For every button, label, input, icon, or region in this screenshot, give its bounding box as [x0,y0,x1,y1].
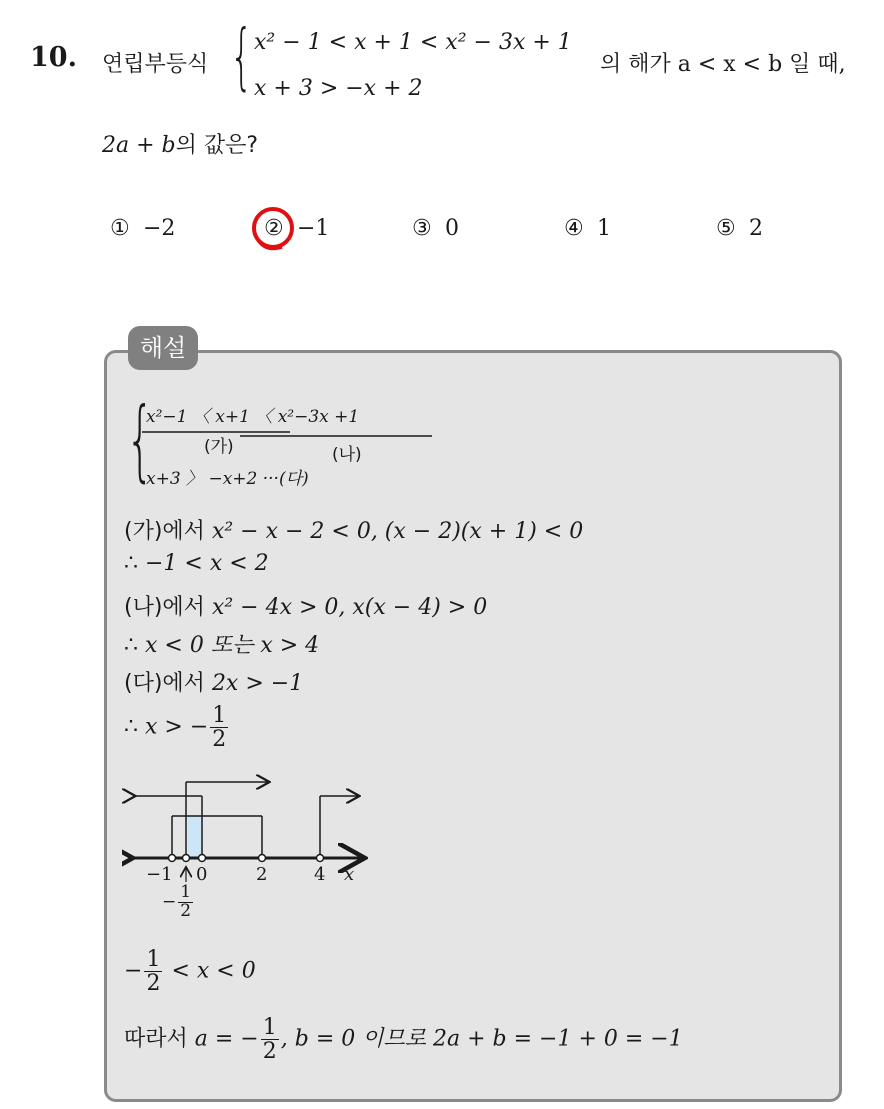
choice-3[interactable] [412,216,459,241]
step-3-expr: x² − 4x > 0, x(x − 4) > 0 [211,595,488,620]
result-denominator: 2 [146,971,161,997]
final-prefix: 따라서 [124,1026,188,1052]
solution-system-row-1: x²−1 〈 x+1 〈 x²−3x +1 [146,407,360,427]
system-brace: { [230,14,253,98]
step-6-expr: x > − [145,714,209,740]
choice-4-value: 1 [597,216,611,241]
final-a-expr: a = − [194,1026,259,1052]
step-4-expr: x < 0 또는 x > 4 [145,633,320,658]
step-2-label: ∴ [124,551,138,576]
solution-highlight [188,816,202,858]
choice-5-mark: ⑤ [716,216,736,241]
choice-2-mark: ② [264,216,284,241]
answer-circle-icon [246,200,302,256]
tick-half-numerator: 1 [180,882,192,902]
question-ask: 의 값은? [175,133,259,158]
choice-1-mark: ① [110,216,130,241]
final-rest: , b = 0 이므로 2a + b = −1 + 0 = −1 [280,1026,683,1052]
step-4-label: ∴ [124,633,138,658]
step-1-expr: x² − x − 2 < 0, (x − 2)(x + 1) < 0 [211,519,584,544]
number-line-diagram [122,770,382,930]
final-numerator: 1 [262,1015,277,1040]
tick-label-4: 4 [314,864,326,885]
question-line-2 [102,128,258,159]
question-suffix: 의 해가 a < x < b 일 때, [600,52,846,77]
step-2 [124,551,269,576]
step-5-expr: 2x > −1 [211,671,304,696]
tick-label-2: 2 [256,864,268,885]
choice-4-mark: ④ [564,216,584,241]
result-numerator: 1 [146,947,161,972]
solution-label-a: (가) [204,437,234,457]
choice-3-value: 0 [445,216,459,241]
tick-label-0: 0 [196,864,208,885]
step-6-numerator: 1 [212,703,227,728]
final-fraction [261,1016,279,1063]
tick-half-minus: − [162,891,177,912]
choice-4[interactable] [564,216,611,241]
result-fraction [144,948,162,995]
step-3 [124,590,487,621]
final-denominator: 2 [262,1039,277,1065]
tick-label-minus-1: −1 [146,864,173,885]
result-line [124,948,256,995]
question-prefix: 연립부등식 [102,52,209,77]
tick-half-denominator: 2 [180,900,192,921]
solution-system-row-2: x+3 〉 −x+2 ···(다) [146,469,309,489]
question-expression: 2a + b [102,133,176,158]
step-1 [124,514,583,545]
tick-half-fraction [178,884,193,921]
step-2-expr: −1 < x < 2 [145,551,269,576]
choice-3-mark: ③ [412,216,432,241]
step-4 [124,628,319,659]
choice-2-value: −1 [297,216,330,241]
step-6 [124,704,230,751]
choice-1[interactable] [110,216,175,241]
solution-system-brace: { [126,388,154,491]
solution-tag: 해설 [128,326,198,370]
step-6-denominator: 2 [212,727,227,753]
step-5 [124,666,303,697]
choice-5-value: 2 [749,216,763,241]
step-6-fraction [210,704,228,751]
tick-label-minus-half [162,884,195,921]
choice-1-value: −2 [143,216,176,241]
question-number: 10. [30,42,77,73]
result-minus: − [124,958,143,984]
system-line-2: x + 3 > −x + 2 [254,76,423,101]
system-line-1: x² − 1 < x + 1 < x² − 3x + 1 [254,30,572,55]
step-3-label: (나)에서 [124,595,205,620]
choice-5[interactable] [716,216,763,241]
step-6-label: ∴ [124,714,138,740]
solution-system-underlines [142,428,442,438]
final-line [124,1016,683,1063]
result-rest: < x < 0 [171,958,256,984]
axis-label-x: x [344,864,355,885]
step-1-label: (가)에서 [124,519,205,544]
solution-label-b: (나) [332,445,362,465]
step-5-label: (다)에서 [124,671,205,696]
